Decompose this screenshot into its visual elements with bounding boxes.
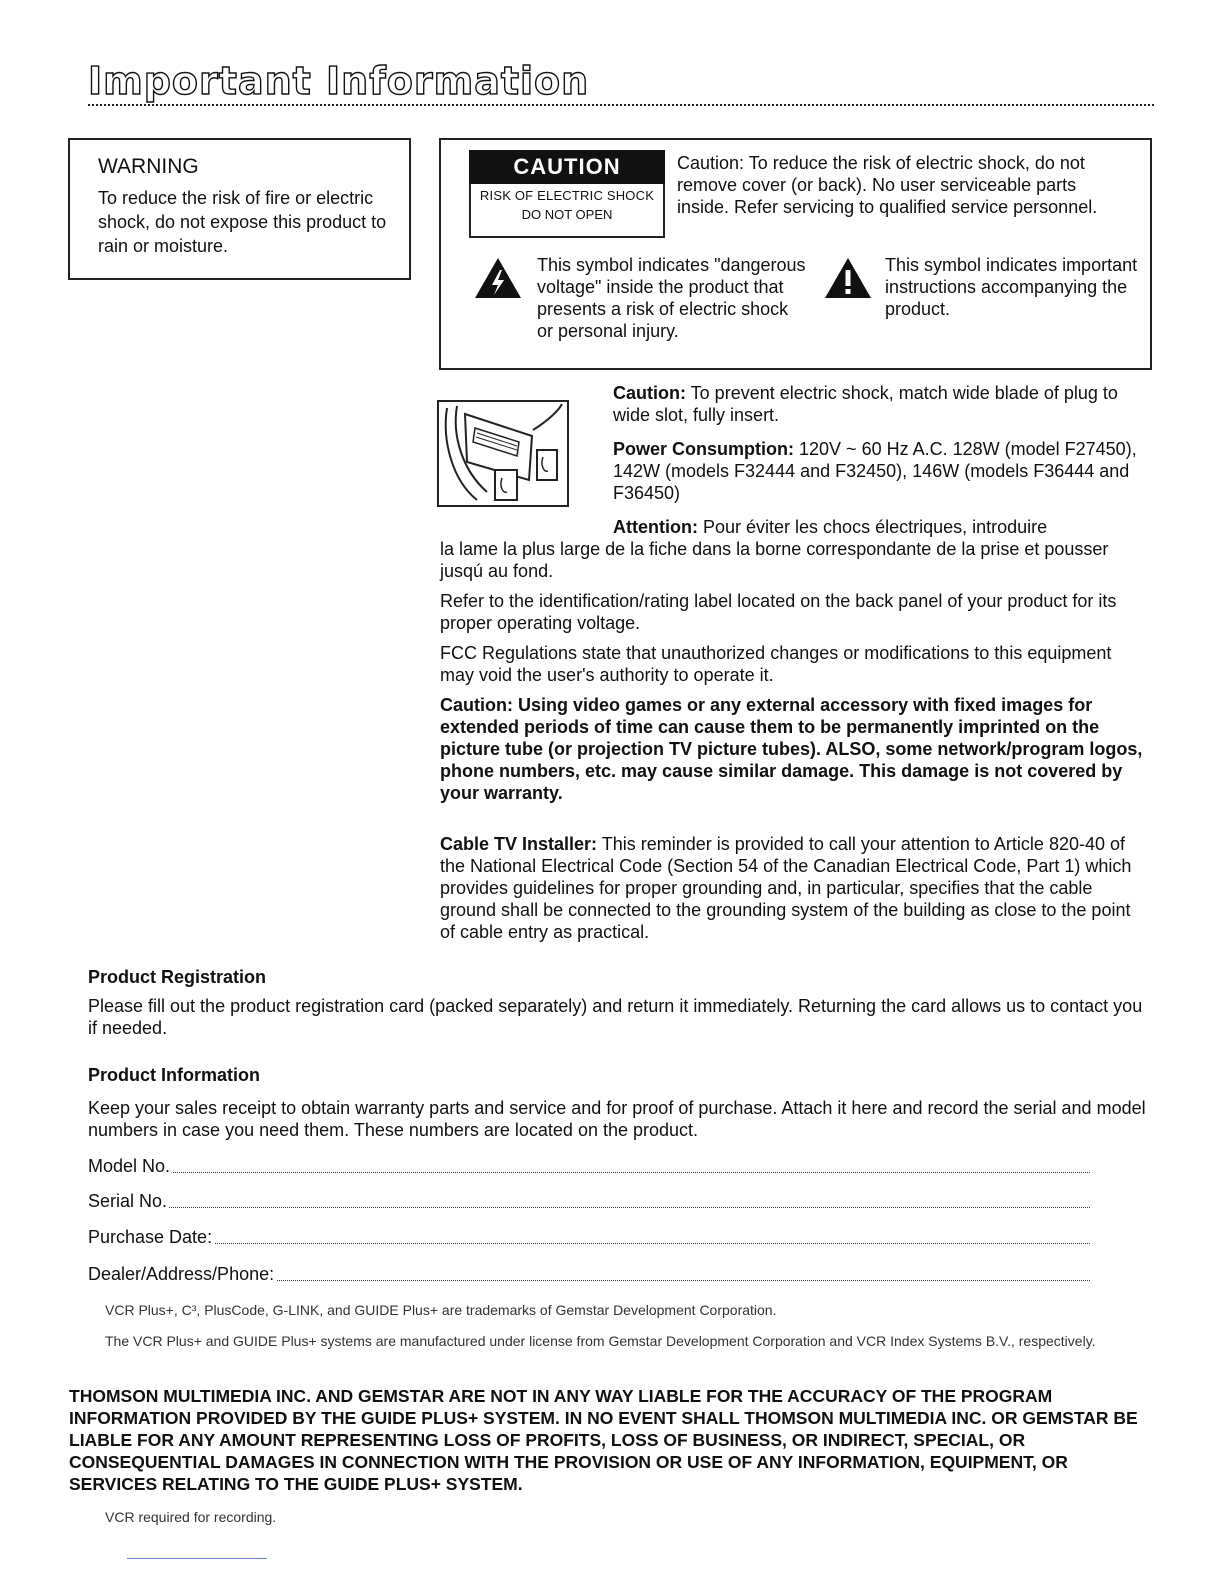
model-number-field[interactable] (88, 1151, 1090, 1177)
warning-box (68, 138, 411, 280)
exclamation-symbol-text: This symbol indicates important instructions accompanying the product. (885, 255, 1138, 319)
power-consumption (613, 438, 1147, 504)
warning-heading: WARNING (98, 155, 199, 178)
purchase-date-label: Purchase Date: (88, 1227, 213, 1247)
registration-heading: Product Registration (88, 967, 267, 987)
serial-number-field[interactable] (88, 1186, 1090, 1212)
warning-text: To reduce the risk of fire or electric shock, do not expose this product to rain or moisture. (98, 188, 387, 256)
lightning-warning-icon (473, 256, 523, 300)
burn-in-caution: Caution: Using video games or any external accessory with fixed images for extended periods of time can cause them to be permanently imprinted on the picture tube (or projection TV picture tubes). ALSO, some network/program logos, phone numbers, etc. may cause similar damage. This damage is not covered by your warranty. (440, 695, 1143, 803)
caution-label-head: CAUTION (469, 150, 665, 184)
page-title: Important Information (88, 59, 590, 103)
power-label: Power Consumption: (613, 439, 794, 459)
liability-disclaimer: THOMSON MULTIMEDIA INC. AND GEMSTAR ARE NOT IN ANY WAY LIABLE FOR THE ACCURACY OF THE PROGRAM INFORMATION PROVIDED BY THE GUIDE PLUS+ SYSTEM. IN NO EVENT SHALL THOMSON MULTIMEDIA INC. OR GEMSTAR BE LIABLE FOR ANY AMOUNT REPRESENTING LOSS OF PROFITS, LOSS OF BUSINESS, OR INDIRECT, SPECIAL, OR CONSEQUENTIAL DAMAGES IN CONNECTION WITH THE PROVISION OR USE OF ANY INFORMATION, EQUIPMENT, OR SERVICES RELATING TO THE GUIDE PLUS+ SYSTEM. (69, 1386, 1138, 1494)
caution-box (439, 138, 1152, 370)
footer-rule (127, 1558, 267, 1559)
caution-text: Caution: To reduce the risk of electric shock, do not remove cover (or back). No user serviceable parts inside. Refer servicing to qualified service personnel. (677, 153, 1098, 217)
fcc-text: FCC Regulations state that unauthorized changes or modifications to this equipment may void the user's authority to operate it. (440, 643, 1112, 685)
attention-lead (440, 516, 1148, 538)
vcr-note: VCR required for recording. (105, 1509, 277, 1525)
product-info-text: Keep your sales receipt to obtain warranty parts and service and for proof of purchase. Attach it here and record the serial and model numbers in case you need them. These numbers are located on the product. (88, 1098, 1146, 1140)
purchase-date-line (88, 1243, 1090, 1244)
model-number-line (88, 1172, 1090, 1173)
cable-text: This reminder is provided to call your attention to Article 820-40 of the National Electrical Code (Section 54 of the Canadian Electrical Code, Part 1) which provides guidelines for proper grounding and, in particular, specifies that the cable ground shall be connected to the grounding system of the building as close to the point of cable entry as practical. (440, 834, 1132, 942)
plug-caution-text: To prevent electric shock, match wide blade of plug to wide slot, fully insert. (613, 383, 1118, 425)
cable-installer (440, 833, 1148, 943)
attention-label: Attention: (613, 517, 698, 537)
lightning-symbol-text: This symbol indicates "dangerous voltage" inside the product that presents a risk of electric shock or personal injury. (537, 255, 806, 341)
attention-text-line1: Pour éviter les chocs électriques, introduire (703, 517, 1048, 537)
attention-text-rest: la lame la plus large de la fiche dans la borne correspondante de la prise et pousser jusqú au fond. (440, 539, 1109, 581)
product-info-heading: Product Information (88, 1065, 260, 1085)
caution-label (469, 150, 665, 238)
purchase-date-field[interactable] (88, 1222, 1090, 1248)
caution-label-line2: DO NOT OPEN (521, 207, 613, 222)
license-notice: The VCR Plus+ and GUIDE Plus+ systems are manufactured under license from Gemstar Development Corporation and VCR Index Systems B.V., respectively. (105, 1333, 1096, 1349)
serial-number-line (88, 1207, 1090, 1208)
cable-label: Cable TV Installer: (440, 834, 598, 854)
trademark-notice: VCR Plus+, C³, PlusCode, G-LINK, and GUIDE Plus+ are trademarks of Gemstar Development Corporation. (105, 1302, 777, 1318)
dealer-label: Dealer/Address/Phone: (88, 1264, 275, 1284)
exclamation-warning-icon (823, 256, 873, 300)
title-rule (88, 104, 1154, 106)
registration-text: Please fill out the product registration card (packed separately) and return it immediately. Returning the card allows us to contact you if needed. (88, 996, 1143, 1038)
rating-text: Refer to the identification/rating label located on the back panel of your product for its proper operating voltage. (440, 591, 1117, 633)
caution-label-line1: RISK OF ELECTRIC SHOCK (479, 188, 655, 203)
dealer-field[interactable] (88, 1259, 1090, 1285)
model-number-label: Model No. (88, 1156, 171, 1176)
serial-number-label: Serial No. (88, 1191, 168, 1211)
power-text: 120V ~ 60 Hz A.C. 128W (model F27450), 142W (models F32444 and F32450), 146W (models F36444 and F36450) (613, 439, 1137, 503)
attention (440, 516, 1148, 582)
plug-caution-label: Caution: (613, 383, 686, 403)
polarized-plug-illustration (437, 400, 569, 507)
plug-caution (613, 382, 1147, 426)
